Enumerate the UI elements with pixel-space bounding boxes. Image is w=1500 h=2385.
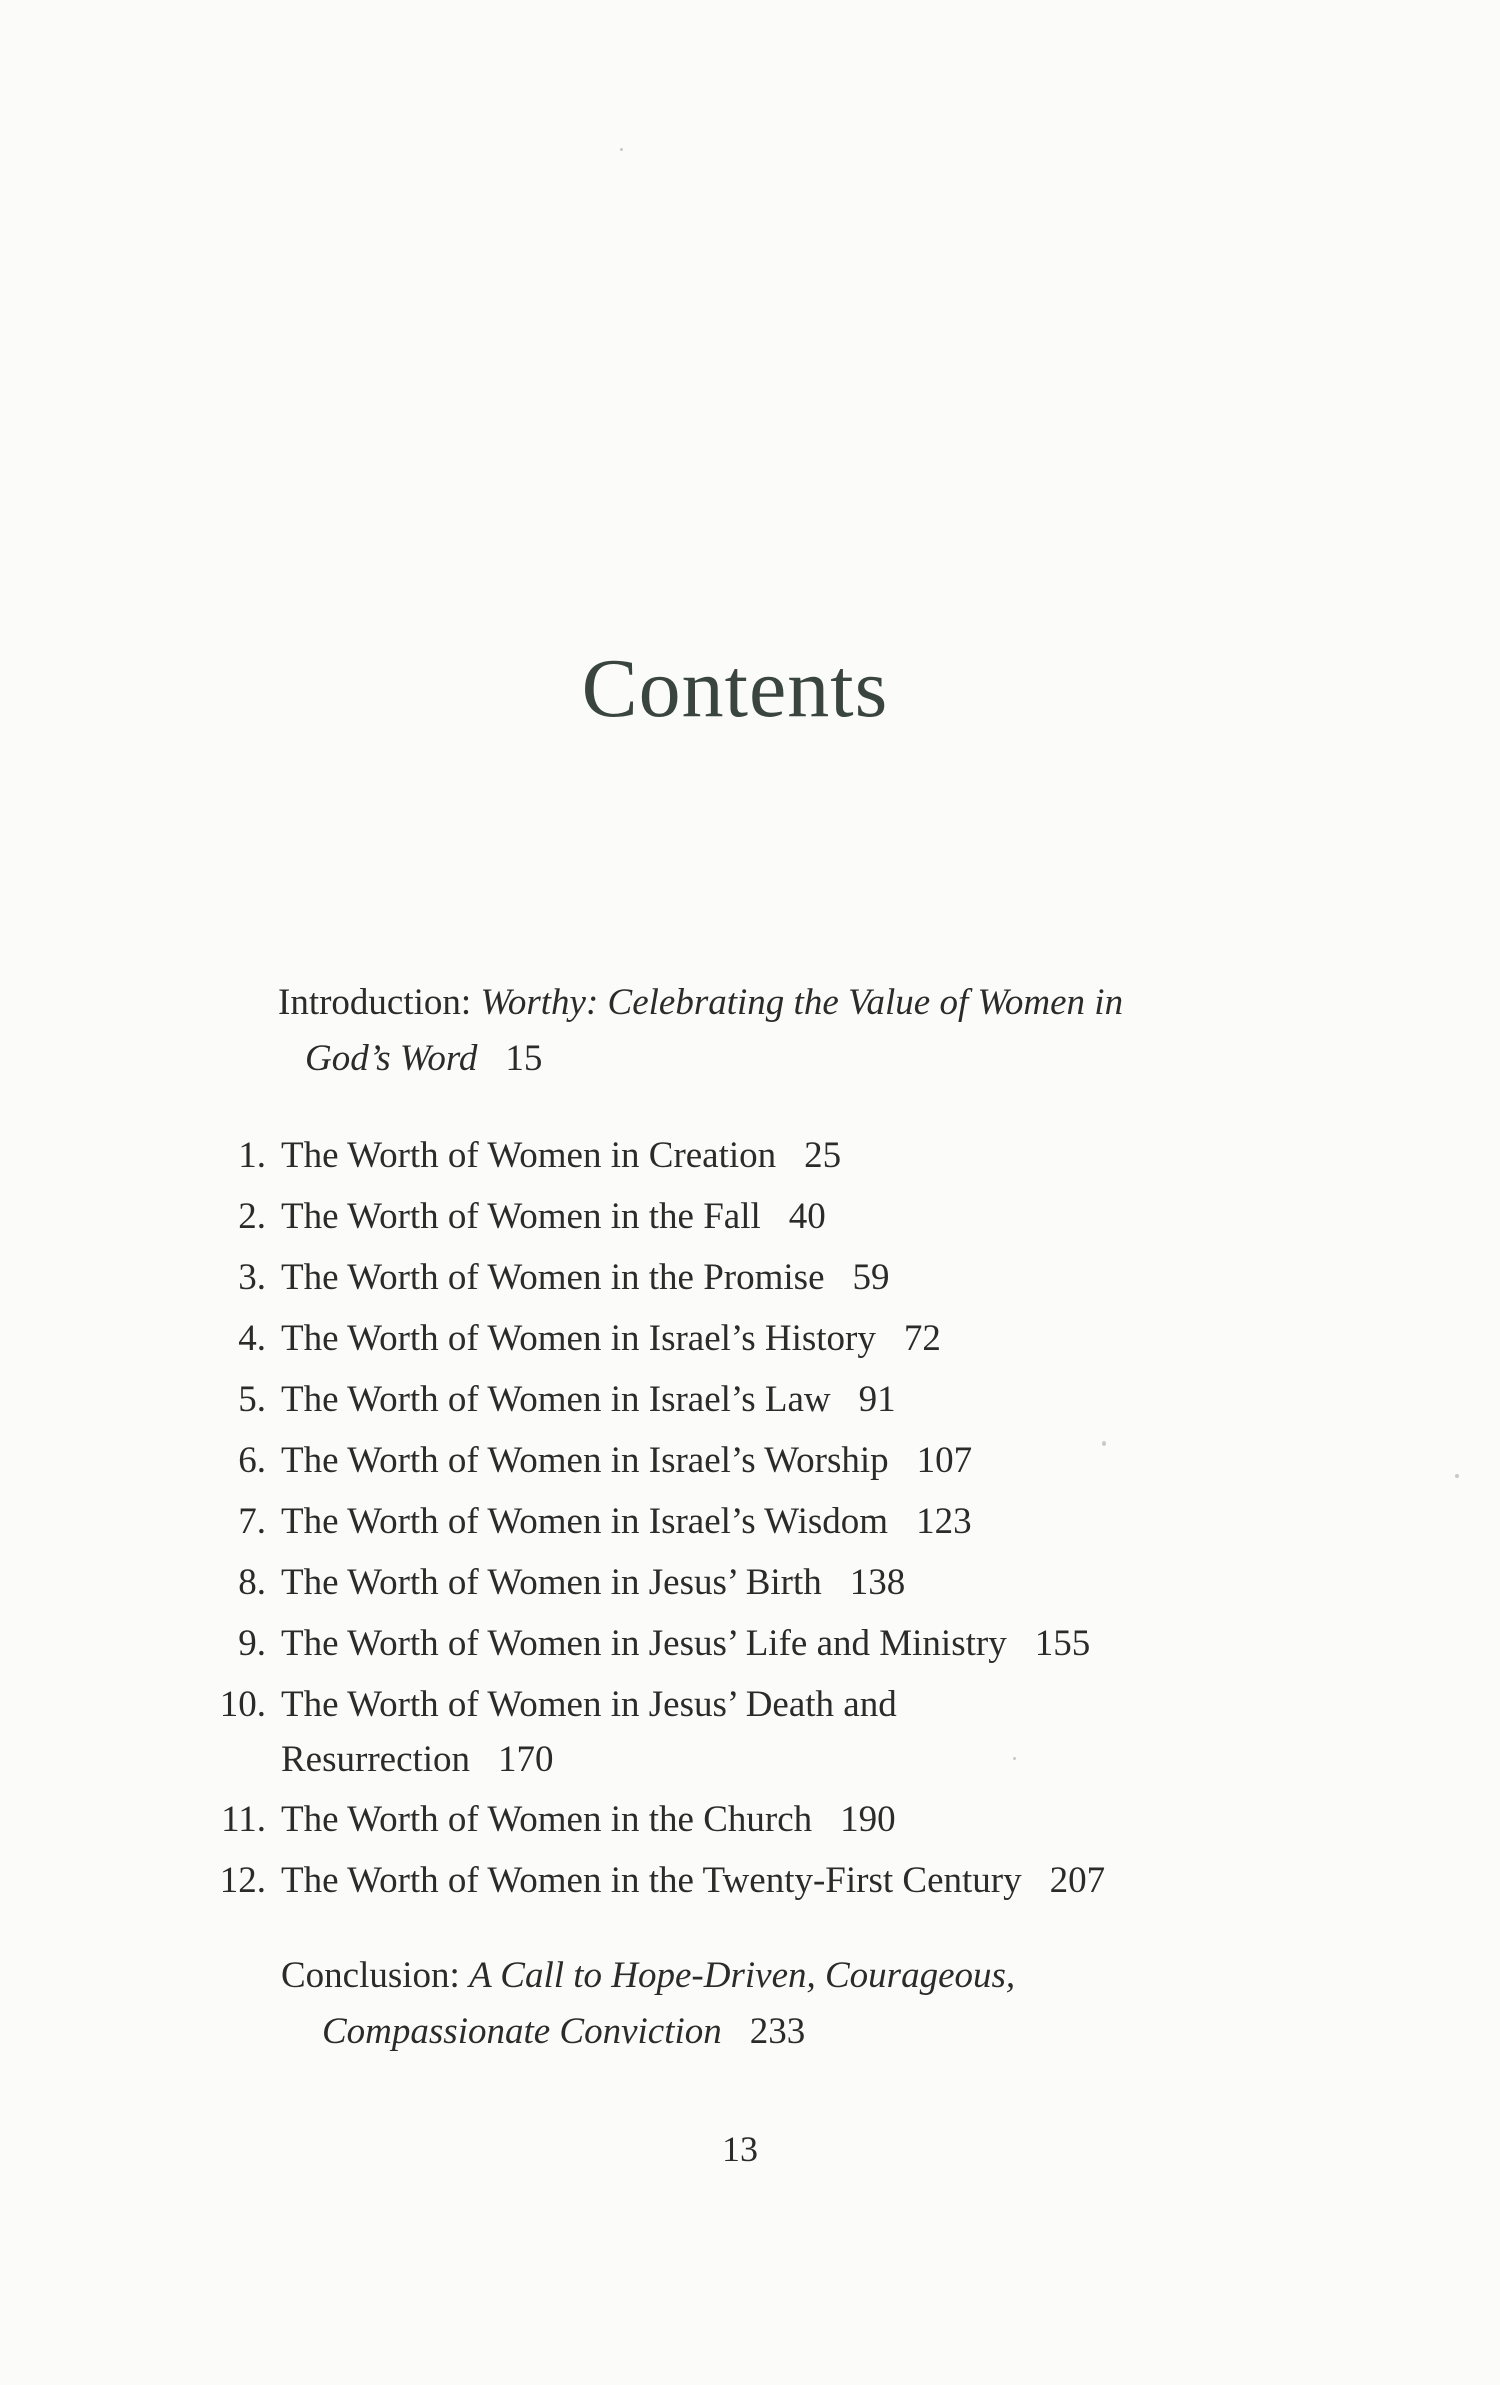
chapter-entry bbox=[281, 1678, 897, 1732]
chapter-entry-cont bbox=[281, 1733, 554, 1787]
conclusion-label: Conclusion: bbox=[281, 1955, 460, 1996]
chapter-title: The Worth of Women in the Promise bbox=[281, 1257, 825, 1298]
chapter-title: The Worth of Women in the Church bbox=[281, 1799, 813, 1840]
introduction-page: 15 bbox=[505, 1038, 543, 1079]
chapter-page: 91 bbox=[858, 1379, 896, 1420]
chapter-page: 190 bbox=[840, 1799, 896, 1840]
chapter-title: The Worth of Women in Creation bbox=[281, 1135, 777, 1176]
conclusion-title: A Call to Hope-Driven, Courageous, bbox=[469, 1955, 1016, 1996]
chapter-title-cont: Resurrection bbox=[281, 1739, 471, 1780]
introduction-line-1 bbox=[278, 976, 1123, 1030]
chapter-number: 10. bbox=[219, 1684, 266, 1725]
chapter-entry bbox=[281, 1495, 972, 1549]
chapter-entry bbox=[281, 1434, 972, 1488]
scan-speck bbox=[620, 148, 623, 151]
chapter-title: The Worth of Women in the Fall bbox=[281, 1196, 761, 1237]
chapter-number: 3. bbox=[238, 1257, 266, 1298]
scan-speck bbox=[1102, 1441, 1106, 1446]
page-title: Contents bbox=[581, 642, 889, 735]
chapter-page: 138 bbox=[849, 1562, 906, 1603]
chapter-title: The Worth of Women in Jesus’ Birth bbox=[281, 1562, 822, 1603]
page-number: 13 bbox=[722, 2129, 758, 2169]
chapter-number: 5. bbox=[238, 1379, 266, 1420]
chapter-page: 170 bbox=[498, 1739, 554, 1780]
chapter-title: The Worth of Women in Jesus’ Life and Ministry bbox=[281, 1623, 1007, 1664]
chapter-page: 207 bbox=[1049, 1860, 1106, 1901]
chapter-number: 2. bbox=[238, 1196, 266, 1237]
conclusion-page: 233 bbox=[749, 2011, 806, 2052]
chapter-page: 123 bbox=[916, 1501, 972, 1542]
chapter-page: 155 bbox=[1034, 1623, 1091, 1664]
chapter-number: 4. bbox=[238, 1318, 266, 1359]
chapter-entry bbox=[281, 1251, 890, 1305]
chapter-entry bbox=[281, 1190, 826, 1244]
chapter-title: The Worth of Women in Jesus’ Death and bbox=[281, 1684, 897, 1725]
chapter-page: 107 bbox=[916, 1440, 973, 1481]
chapter-number: 6. bbox=[238, 1440, 266, 1481]
conclusion-line-1 bbox=[281, 1949, 1015, 2003]
chapter-title: The Worth of Women in Israel’s Law bbox=[281, 1379, 831, 1420]
chapter-page: 72 bbox=[903, 1318, 941, 1359]
chapter-number: 12. bbox=[219, 1860, 266, 1901]
introduction-title: Worthy: Celebrating the Value of Women in bbox=[480, 982, 1124, 1023]
chapter-number: 7. bbox=[238, 1501, 266, 1542]
introduction-title-cont: God’s Word bbox=[305, 1038, 478, 1079]
chapter-number: 9. bbox=[238, 1623, 266, 1664]
conclusion-title-cont: Compassionate Conviction bbox=[322, 2011, 722, 2052]
chapter-number: 8. bbox=[238, 1562, 266, 1603]
chapter-page: 40 bbox=[788, 1196, 826, 1237]
chapter-title: The Worth of Women in Israel’s Worship bbox=[281, 1440, 889, 1481]
introduction-label: Introduction: bbox=[278, 982, 472, 1023]
chapter-entry bbox=[281, 1854, 1105, 1908]
chapter-number: 11. bbox=[221, 1799, 266, 1840]
chapter-entry bbox=[281, 1129, 841, 1183]
chapter-page: 59 bbox=[852, 1257, 890, 1298]
scan-speck bbox=[1013, 1757, 1016, 1760]
conclusion-line-2 bbox=[322, 2005, 805, 2059]
chapter-title: The Worth of Women in Israel’s History bbox=[281, 1318, 876, 1359]
chapter-entry bbox=[281, 1312, 941, 1366]
chapter-number: 1. bbox=[238, 1135, 266, 1176]
chapter-title: The Worth of Women in the Twenty-First Century bbox=[281, 1860, 1022, 1901]
scan-speck bbox=[1455, 1474, 1459, 1478]
chapter-entry bbox=[281, 1373, 896, 1427]
chapter-entry bbox=[281, 1556, 905, 1610]
chapter-title: The Worth of Women in Israel’s Wisdom bbox=[281, 1501, 889, 1542]
chapter-page: 25 bbox=[804, 1135, 842, 1176]
chapter-entry bbox=[281, 1793, 896, 1847]
introduction-line-2 bbox=[305, 1032, 542, 1086]
chapter-entry bbox=[281, 1617, 1090, 1671]
